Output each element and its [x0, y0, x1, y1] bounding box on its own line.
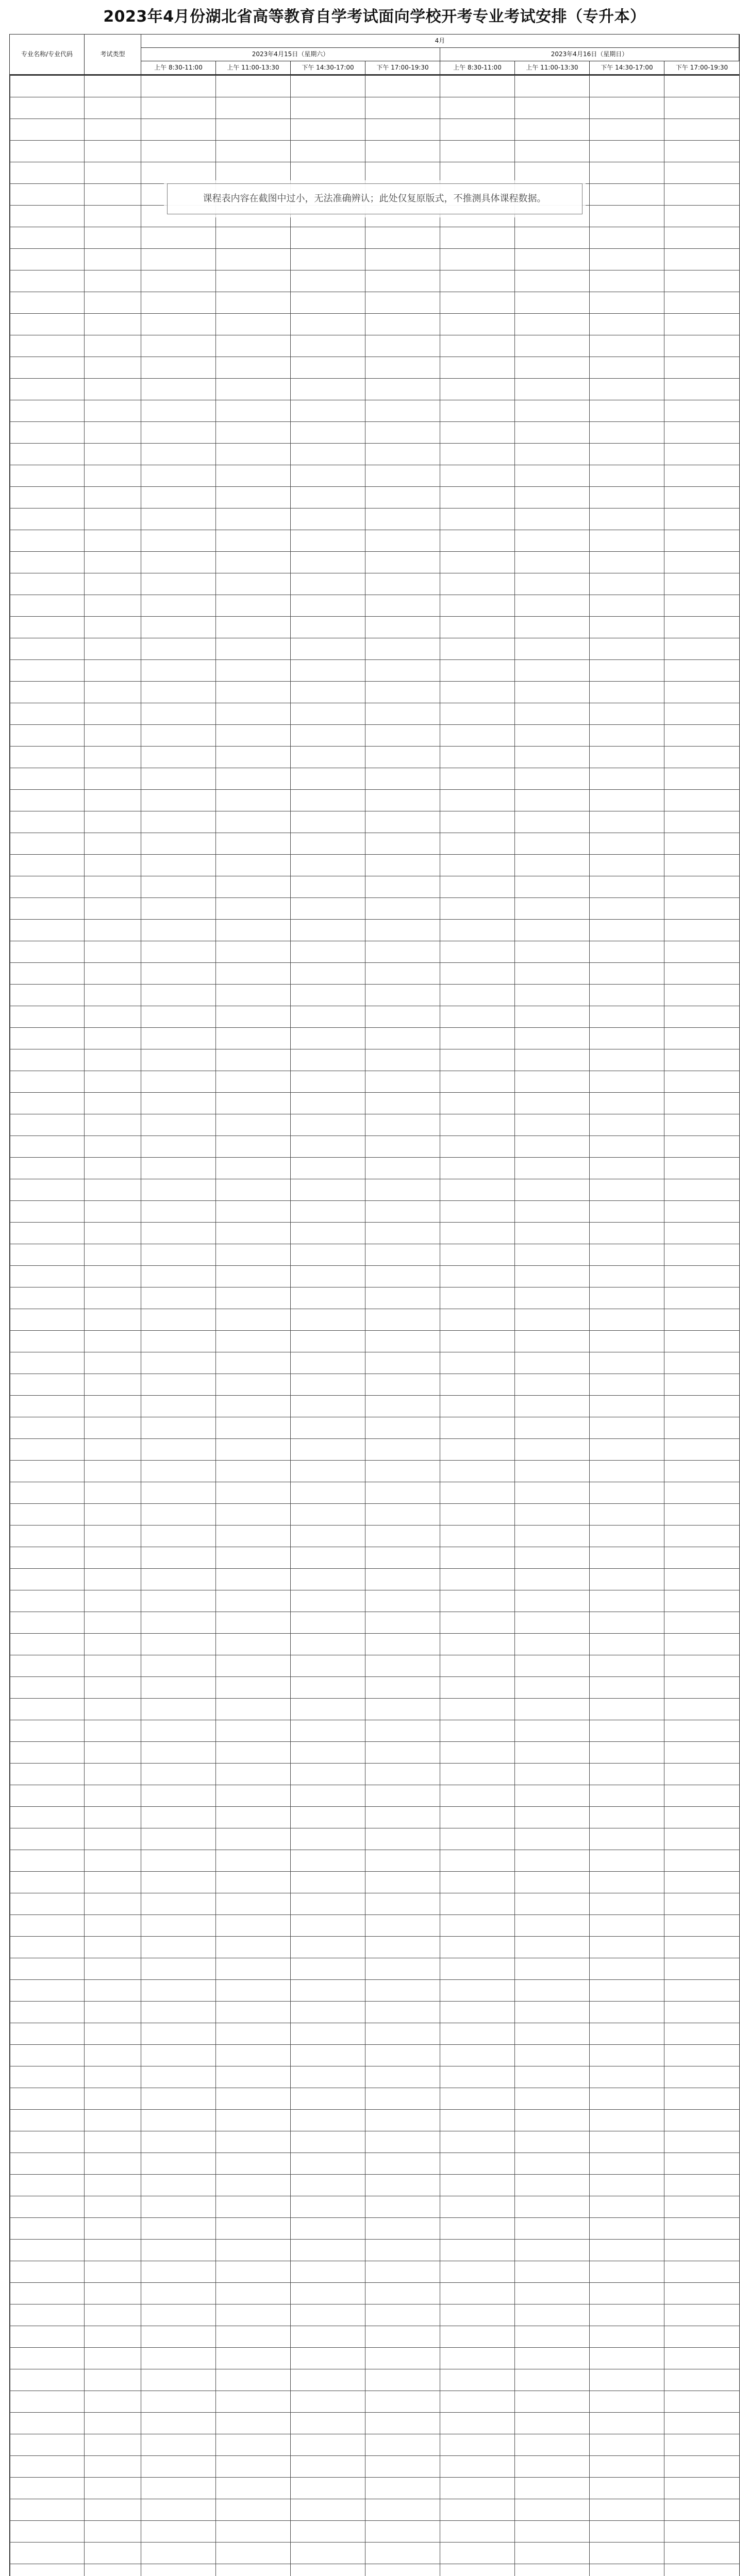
session-column-line-6 [515, 75, 590, 2576]
document-title: 2023年4月份湖北省高等教育自学考试面向学校开考专业考试安排（专升本） [103, 8, 646, 26]
session-time-header-8: 下午 17:00-19:30 [664, 61, 739, 75]
session-time-header-2: 上午 11:00-13:30 [216, 61, 291, 75]
session-time-header-1: 上午 8:30-11:00 [141, 61, 216, 75]
exam-type-column-line [85, 75, 141, 2576]
major-column-line [10, 75, 85, 2576]
month-header: 4月 [141, 35, 739, 48]
exam-schedule-table [9, 34, 740, 2576]
sunday-header: 2023年4月16日（星期日） [440, 48, 739, 61]
session-time-header-6: 上午 11:00-13:30 [515, 61, 590, 75]
session-column-line-8 [664, 75, 739, 2576]
session-time-header-5: 上午 8:30-11:00 [440, 61, 515, 75]
session-time-header-4: 下午 17:00-19:30 [365, 61, 440, 75]
session-time-header-3: 下午 14:30-17:00 [291, 61, 365, 75]
session-column-line-4 [365, 75, 440, 2576]
exam-type-column-header: 考试类型 [85, 35, 141, 75]
illegible-content-note: 课程表内容在截图中过小，无法准确辨认；此处仅复原版式，不推测具体课程数据。 [167, 183, 582, 214]
major-column-header: 专业名称/专业代码 [10, 35, 85, 75]
session-time-header-7: 下午 14:30-17:00 [590, 61, 664, 75]
schedule-grid-column-lines [10, 75, 739, 2576]
session-column-line-5 [440, 75, 515, 2576]
schedule-grid-body [10, 75, 739, 2576]
table-header [10, 35, 739, 75]
session-column-line-7 [590, 75, 664, 2576]
session-column-line-3 [291, 75, 365, 2576]
exam-schedule-page [9, 6, 740, 2576]
session-column-line-2 [216, 75, 291, 2576]
session-column-line-1 [141, 75, 216, 2576]
saturday-header: 2023年4月15日（星期六） [141, 48, 440, 61]
